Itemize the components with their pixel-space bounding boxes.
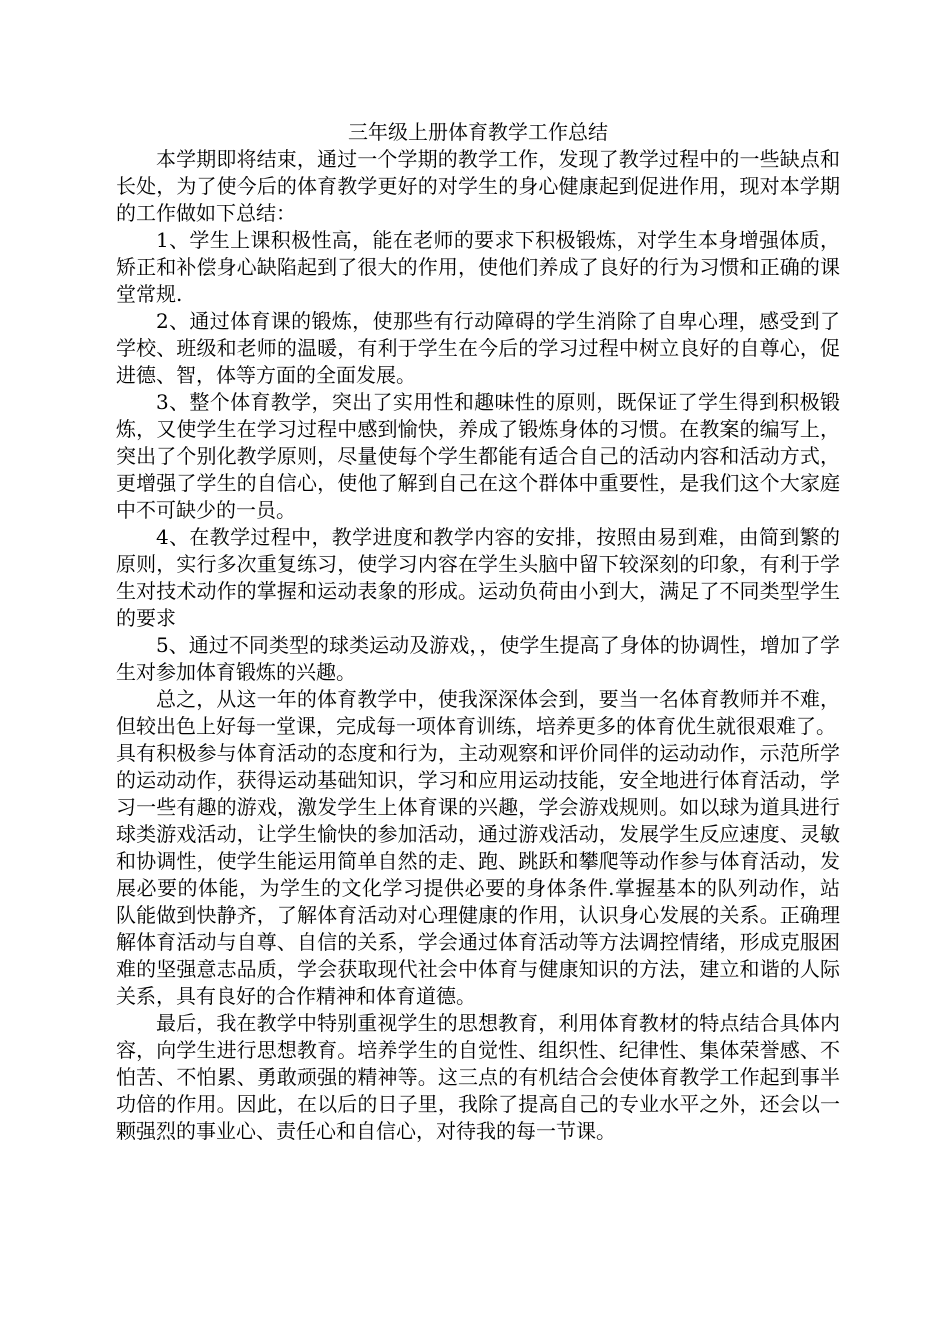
paragraph-point-5: 5、通过不同类型的球类运动及游戏，，使学生提高了身体的协调性，增加了学生对参加体育锻炼的兴趣。 — [116, 633, 840, 684]
document-title: 三年级上册体育教学工作总结 — [348, 120, 608, 144]
paragraph-point-1: 1、学生上课积极性高，能在老师的要求下积极锻炼，对学生本身增强体质，矫正和补偿身心缺陷起到了很大的作用，使他们养成了良好的行为习惯和正确的课堂常规. — [116, 228, 840, 306]
paragraph-point-4: 4、在教学过程中，教学进度和教学内容的安排，按照由易到难，由简到繁的原则，实行多次重复练习，使学习内容在学生头脑中留下较深刻的印象，有利于学生对技术动作的掌握和运动表象的形成。运动负荷由小到大，满足了不同类型学生的要求 — [116, 525, 840, 630]
paragraph-conclusion: 最后，我在教学中特别重视学生的思想教育，利用体育教材的特点结合具体内容，向学生进行思想教育。培养学生的自觉性、组织性、纪律性、集体荣誉感、不怕苦、不怕累、勇敢顽强的精神等。这三点的有机结合会使体育教学工作起到事半功倍的作用。因此，在以后的日子里，我除了提高自己的专业水平之外，还会以一颗强烈的事业心、责任心和自信心，对待我的每一节课。 — [116, 1011, 840, 1143]
document-page — [116, 119, 840, 1145]
paragraph-point-2: 2、通过体育课的锻炼，使那些有行动障碍的学生消除了自卑心理，感受到了学校、班级和老师的温暖，有利于学生在今后的学习过程中树立良好的自尊心，促进德、智，体等方面的全面发展。 — [116, 309, 840, 387]
paragraph-intro: 本学期即将结束，通过一个学期的教学工作，发现了教学过程中的一些缺点和长处，为了使今后的体育教学更好的对学生的身心健康起到促进作用，现对本学期的工作做如下总结： — [116, 147, 840, 225]
paragraph-goals: 具有积极参与体育活动的态度和行为，主动观察和评价同伴的运动动作，示范所学的运动动作，获得运动基础知识，学习和应用运动技能，安全地进行体育活动，学习一些有趣的游戏，激发学生上体育课的兴趣，学会游戏规则。如以球为道具进行球类游戏活动，让学生愉快的参加活动，通过游戏活动，发展学生反应速度、灵敏和协调性，使学生能运用简单自然的走、跑、跳跃和攀爬等动作参与体育活动，发展必要的体能，为学生的文化学习提供必要的身体条件.掌握基本的队列动作，站队能做到快静齐，了解体育活动对心理健康的作用，认识身心发展的关系。正确理解体育活动与自尊、自信的关系，学会通过体育活动等方法调控情绪，形成克服困难的坚强意志品质，学会获取现代社会中体育与健康知识的方法，建立和谐的人际关系，具有良好的合作精神和体育道德。 — [116, 741, 840, 1008]
paragraph-summary: 总之，从这一年的体育教学中，使我深深体会到，要当一名体育教师并不难，但较出色上好每一堂课，完成每一项体育训练，培养更多的体育优生就很艰难了。 — [116, 687, 840, 738]
paragraph-point-3: 3、整个体育教学，突出了实用性和趣味性的原则，既保证了学生得到积极锻炼，又使学生在学习过程中感到愉快，养成了锻炼身体的习惯。在教案的编写上，突出了个别化教学原则，尽量使每个学生都能有适合自己的活动内容和活动方式，更增强了学生的自信心，使他了解到自己在这个群体中重要性，是我们这个大家庭中不可缺少的一员。 — [116, 390, 840, 522]
